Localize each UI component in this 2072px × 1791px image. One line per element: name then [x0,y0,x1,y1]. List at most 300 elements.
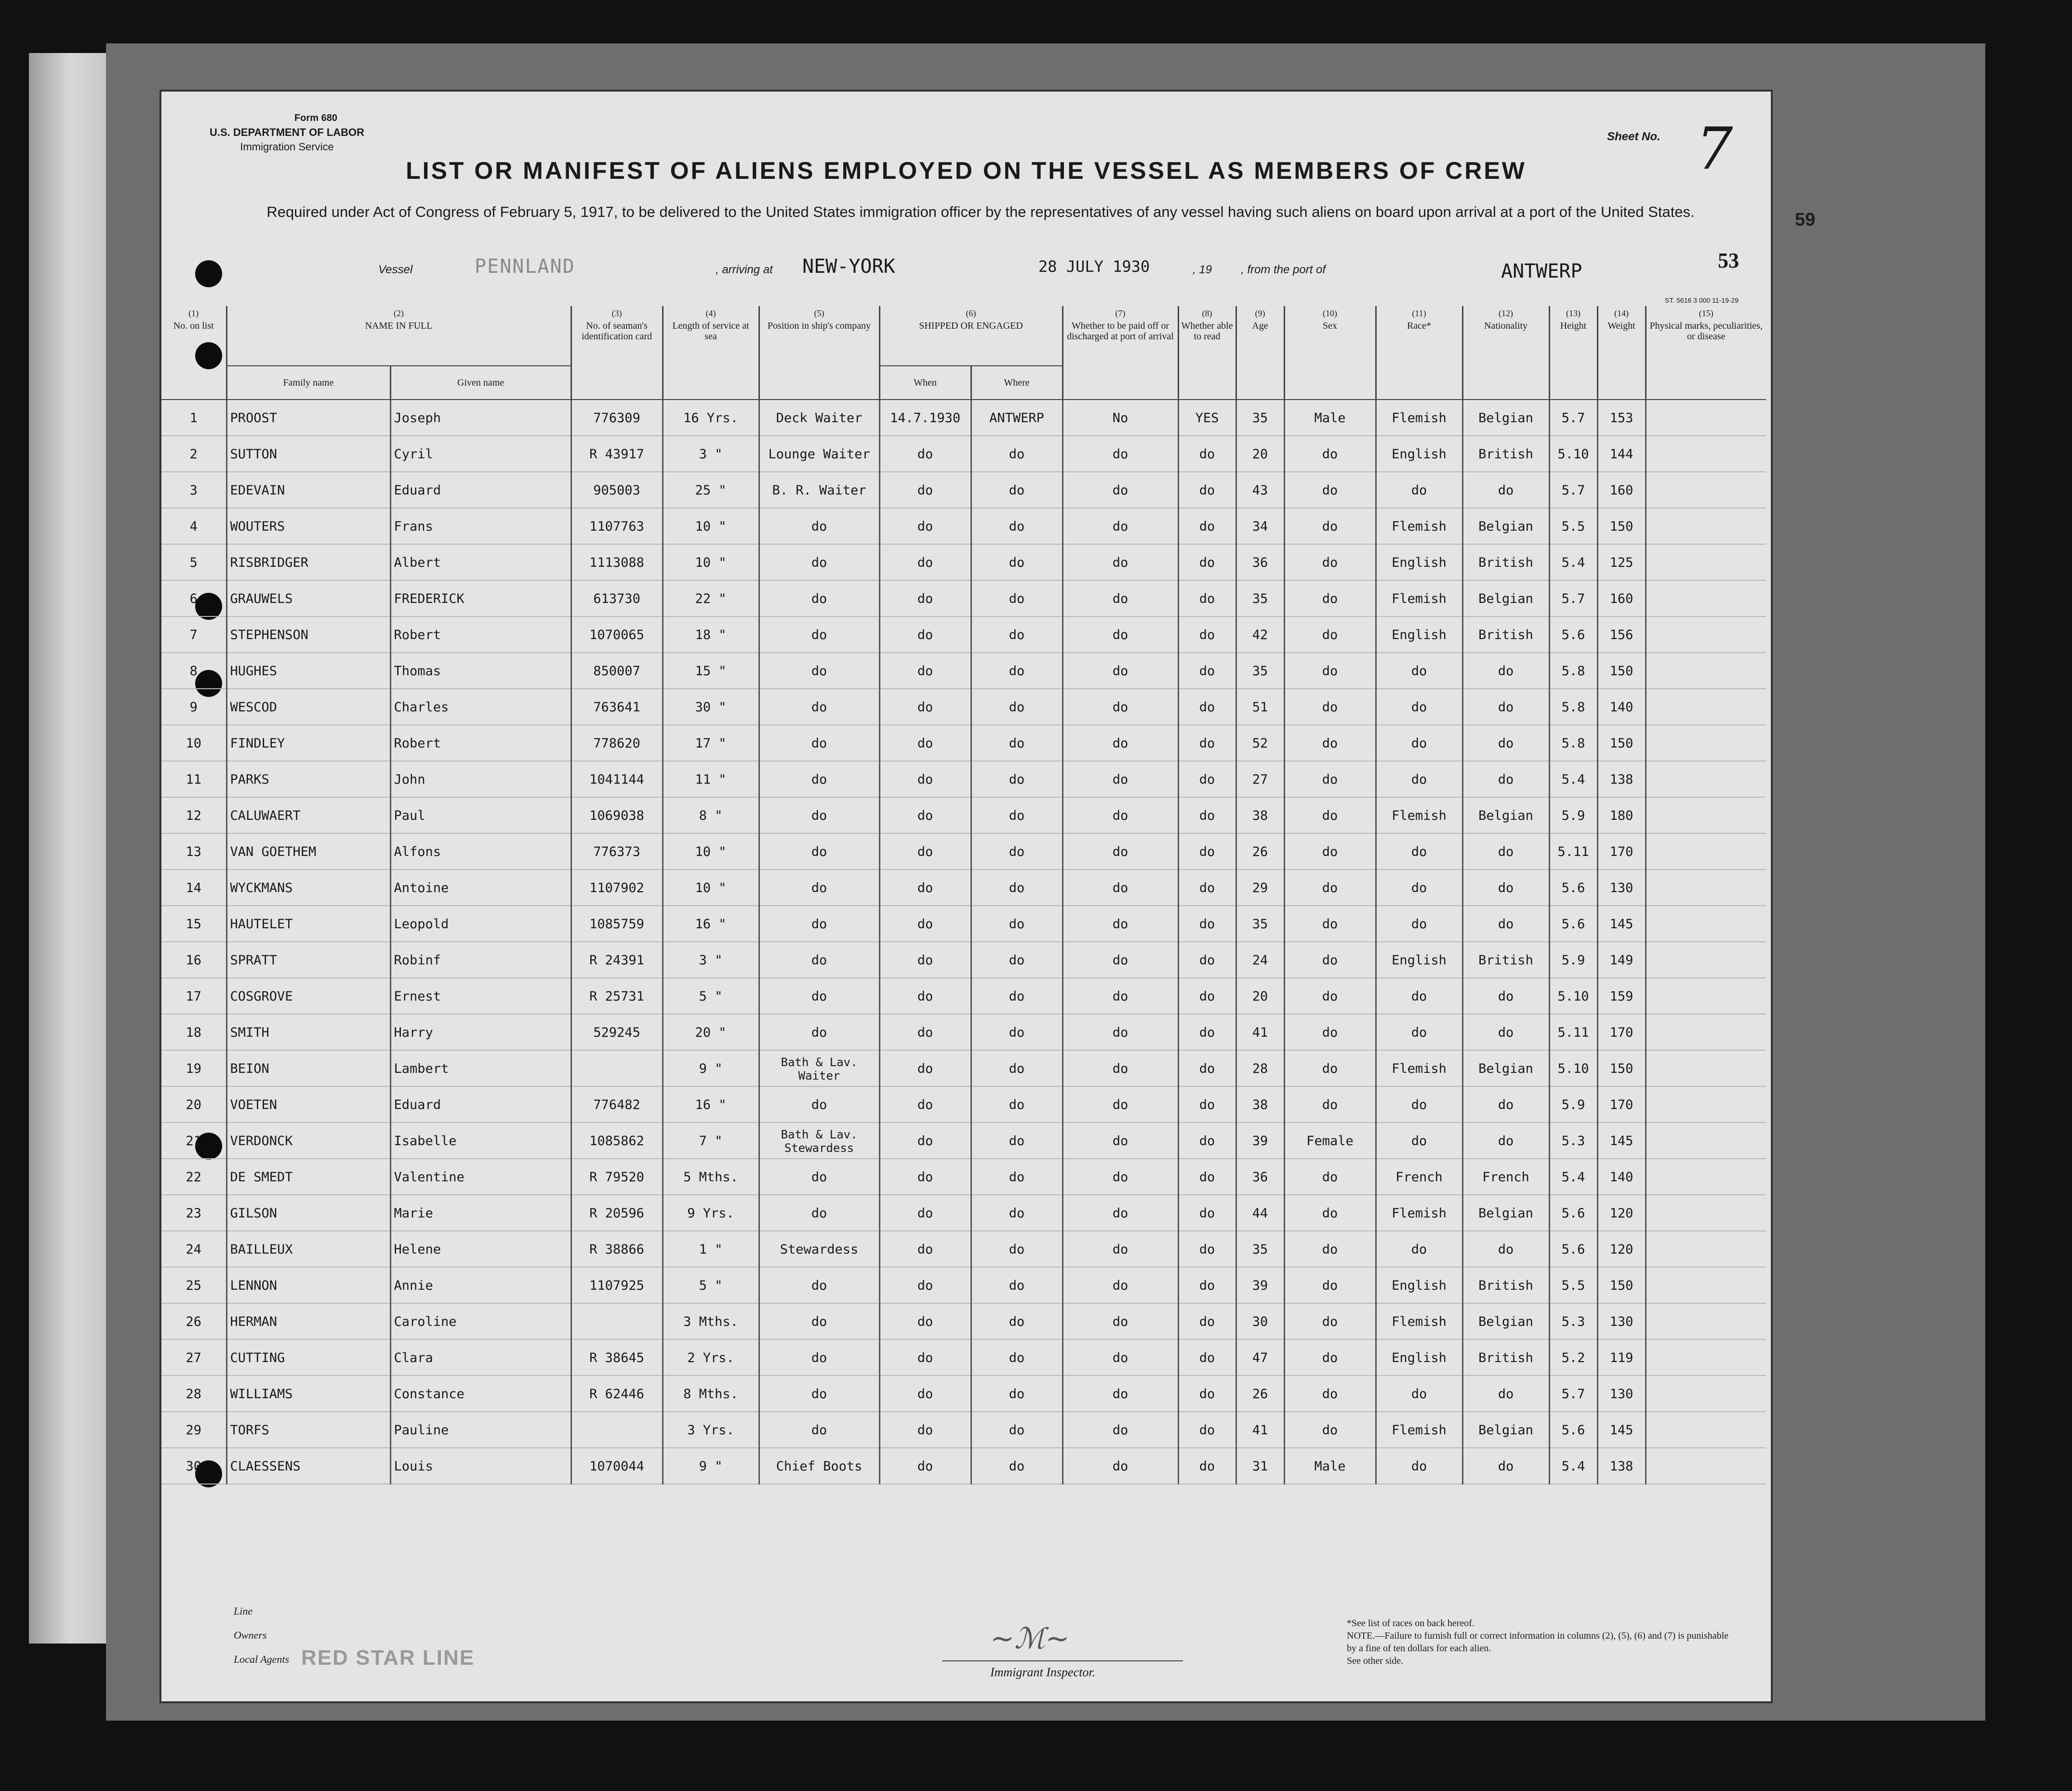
sex-cell: do [1284,1159,1376,1195]
row-number-cell: 3 [161,472,226,508]
given-name-cell: Charles [390,689,571,725]
position-cell: do [759,653,879,689]
seaman-card-cell: 1041144 [571,762,663,798]
table-row [161,545,1766,581]
race-cell: do [1376,689,1462,725]
page-subtitle: Required under Act of Congress of February 5, 1917, to be delivered to the United States immigration officer by the representatives of any vessel having such aliens on board upon arrival at a port of the United States. [266,203,1695,220]
weight-cell: 153 [1597,400,1646,436]
shipped-when-cell: do [879,545,971,581]
seaman-card-cell: 1085759 [571,906,663,942]
physical-marks-cell [1646,653,1766,689]
length-of-service-cell: 10 " [663,508,759,545]
sex-cell: do [1284,689,1376,725]
row-number-cell: 18 [161,1015,226,1051]
able-to-read-cell: do [1178,1159,1236,1195]
shipped-when-cell: do [879,1412,971,1448]
race-cell: Flemish [1376,798,1462,834]
shipped-when-cell: do [879,1159,971,1195]
age-cell: 41 [1236,1015,1284,1051]
sex-cell: Male [1284,1448,1376,1484]
length-of-service-cell: 9 " [663,1051,759,1087]
row-number-cell: 10 [161,725,226,762]
physical-marks-cell [1646,798,1766,834]
paid-off-cell: do [1063,1448,1178,1484]
sex-cell: do [1284,798,1376,834]
physical-marks-cell [1646,1159,1766,1195]
shipped-when-cell: do [879,725,971,762]
paid-off-cell: do [1063,906,1178,942]
race-cell: English [1376,617,1462,653]
race-cell: do [1376,1087,1462,1123]
length-of-service-cell: 11 " [663,762,759,798]
seaman-card-cell: 1107763 [571,508,663,545]
height-cell: 5.11 [1549,834,1597,870]
col-name-header: (2) NAME IN FULL [226,306,571,366]
age-cell: 30 [1236,1304,1284,1340]
height-cell: 5.9 [1549,798,1597,834]
height-cell: 5.4 [1549,1159,1597,1195]
position-cell: Lounge Waiter [759,436,879,472]
sex-cell: do [1284,762,1376,798]
from-port-label: , from the port of [1241,263,1326,276]
able-to-read-cell: do [1178,1376,1236,1412]
shipped-when-cell: do [879,942,971,978]
row-number-cell: 25 [161,1268,226,1304]
family-name-cell: CALUWAERT [226,798,390,834]
table-row [161,942,1766,978]
seaman-card-cell: 776309 [571,400,663,436]
age-cell: 35 [1236,1231,1284,1268]
weight-cell: 180 [1597,798,1646,834]
paid-off-cell: do [1063,545,1178,581]
length-of-service-cell: 25 " [663,472,759,508]
age-cell: 39 [1236,1268,1284,1304]
able-to-read-cell: do [1178,581,1236,617]
shipped-where-cell: do [971,1159,1063,1195]
race-cell: French [1376,1159,1462,1195]
inspector-signature: ~ℳ~ [990,1622,1070,1656]
table-row [161,1304,1766,1340]
seaman-card-cell: R 25731 [571,978,663,1015]
seaman-card-cell: R 43917 [571,436,663,472]
paid-off-cell: do [1063,1412,1178,1448]
nationality-cell: Belgian [1462,1304,1549,1340]
family-name-cell: BEION [226,1051,390,1087]
shipped-where-cell: ANTWERP [971,400,1063,436]
row-number-cell: 30 [161,1448,226,1484]
race-cell: do [1376,762,1462,798]
table-row [161,617,1766,653]
note-other-side: See other side. [1347,1656,1404,1666]
sex-cell: do [1284,653,1376,689]
shipped-when-cell: do [879,689,971,725]
age-cell: 20 [1236,436,1284,472]
seaman-card-cell: 1085862 [571,1123,663,1159]
sex-cell: do [1284,906,1376,942]
position-cell: B. R. Waiter [759,472,879,508]
height-cell: 5.10 [1549,978,1597,1015]
seaman-card-cell [571,1412,663,1448]
department-name: U.S. DEPARTMENT OF LABOR [210,126,365,138]
seaman-card-cell: 905003 [571,472,663,508]
seaman-card-cell: 776373 [571,834,663,870]
table-row [161,1412,1766,1448]
height-cell: 5.5 [1549,508,1597,545]
given-name-cell: Antoine [390,870,571,906]
physical-marks-cell [1646,870,1766,906]
position-cell: Stewardess [759,1231,879,1268]
shipped-where-cell: do [971,1340,1063,1376]
shipped-where-cell: do [971,1231,1063,1268]
position-cell: do [759,1412,879,1448]
paid-off-cell: do [1063,1268,1178,1304]
seaman-card-cell: R 62446 [571,1376,663,1412]
position-cell: Chief Boots [759,1448,879,1484]
height-cell: 5.4 [1549,545,1597,581]
given-name-cell: Annie [390,1268,571,1304]
race-cell: do [1376,472,1462,508]
position-cell: Bath & Lav. Stewardess [759,1123,879,1159]
age-cell: 20 [1236,978,1284,1015]
position-cell: do [759,581,879,617]
paid-off-cell: do [1063,1340,1178,1376]
age-cell: 35 [1236,653,1284,689]
shipped-when-cell: do [879,1231,971,1268]
family-name-cell: WESCOD [226,689,390,725]
form-number: Form 680 [294,113,337,123]
shipped-where-cell: do [971,942,1063,978]
height-cell: 5.8 [1549,689,1597,725]
length-of-service-cell: 5 Mths. [663,1159,759,1195]
family-name-cell: SPRATT [226,942,390,978]
able-to-read-cell: do [1178,689,1236,725]
family-name-cell: SUTTON [226,436,390,472]
race-cell: do [1376,870,1462,906]
page-title: LIST OR MANIFEST OF ALIENS EMPLOYED ON THE VESSEL AS MEMBERS OF CREW [406,157,1527,184]
col-card-header: (3) No. of seaman's identification card [571,306,663,400]
race-cell: do [1376,1448,1462,1484]
sex-cell: do [1284,508,1376,545]
table-row [161,834,1766,870]
given-name-cell: Thomas [390,653,571,689]
race-cell: Flemish [1376,1412,1462,1448]
nationality-cell: British [1462,545,1549,581]
height-cell: 5.7 [1549,581,1597,617]
shipped-where-cell: do [971,1195,1063,1231]
paid-off-cell: do [1063,1304,1178,1340]
physical-marks-cell [1646,436,1766,472]
row-number-cell: 26 [161,1304,226,1340]
position-cell: Bath & Lav. Waiter [759,1051,879,1087]
height-cell: 5.6 [1549,617,1597,653]
weight-cell: 120 [1597,1231,1646,1268]
height-cell: 5.10 [1549,436,1597,472]
race-cell: Flemish [1376,508,1462,545]
given-name-cell: Alfons [390,834,571,870]
row-number-cell: 14 [161,870,226,906]
race-cell: English [1376,1340,1462,1376]
arriving-value: NEW-YORK [802,255,895,278]
shipped-where-cell: do [971,508,1063,545]
shipped-where-cell: do [971,472,1063,508]
nationality-cell: British [1462,436,1549,472]
physical-marks-cell [1646,1123,1766,1159]
shipped-when-cell: do [879,1123,971,1159]
race-cell: Flemish [1376,1051,1462,1087]
given-name-cell: Ernest [390,978,571,1015]
shipped-when-cell: do [879,906,971,942]
length-of-service-cell: 16 Yrs. [663,400,759,436]
race-cell: English [1376,942,1462,978]
row-number-cell: 2 [161,436,226,472]
height-cell: 5.5 [1549,1268,1597,1304]
able-to-read-cell: do [1178,942,1236,978]
shipped-when-cell: do [879,870,971,906]
height-cell: 5.2 [1549,1340,1597,1376]
weight-cell: 145 [1597,1412,1646,1448]
paid-off-cell: do [1063,1087,1178,1123]
family-name-cell: EDEVAIN [226,472,390,508]
seaman-card-cell: 850007 [571,653,663,689]
sex-cell: do [1284,581,1376,617]
position-cell: do [759,762,879,798]
height-cell: 5.8 [1549,725,1597,762]
table-row [161,1231,1766,1268]
corner-number: 53 [1718,249,1739,272]
height-cell: 5.8 [1549,653,1597,689]
position-cell: do [759,1268,879,1304]
height-cell: 5.6 [1549,870,1597,906]
weight-cell: 170 [1597,1087,1646,1123]
physical-marks-cell [1646,1304,1766,1340]
height-cell: 5.3 [1549,1304,1597,1340]
col-shipped-header: (6) SHIPPED OR ENGAGED [879,306,1063,366]
seaman-card-cell: 1107902 [571,870,663,906]
vessel-label: Vessel [378,263,413,276]
length-of-service-cell: 16 " [663,1087,759,1123]
weight-cell: 170 [1597,1015,1646,1051]
race-cell: do [1376,1231,1462,1268]
race-cell: do [1376,834,1462,870]
sex-cell: do [1284,1015,1376,1051]
height-cell: 5.3 [1549,1123,1597,1159]
length-of-service-cell: 15 " [663,653,759,689]
row-number-cell: 27 [161,1340,226,1376]
race-cell: do [1376,978,1462,1015]
able-to-read-cell: do [1178,1123,1236,1159]
position-cell: do [759,798,879,834]
height-cell: 5.6 [1549,1412,1597,1448]
sex-cell: do [1284,436,1376,472]
age-cell: 38 [1236,1087,1284,1123]
race-cell: do [1376,1123,1462,1159]
col-position-header: (5) Position in ship's company [759,306,879,400]
position-cell: do [759,508,879,545]
able-to-read-cell: do [1178,1304,1236,1340]
paid-off-cell: do [1063,1376,1178,1412]
weight-cell: 150 [1597,1268,1646,1304]
weight-cell: 145 [1597,906,1646,942]
nationality-cell: Belgian [1462,581,1549,617]
height-cell: 5.7 [1549,472,1597,508]
col-age-header: (9) Age [1236,306,1284,400]
given-name-cell: Louis [390,1448,571,1484]
col-family-header: Family name [226,366,390,400]
race-cell: do [1376,1015,1462,1051]
seaman-card-cell: R 38645 [571,1340,663,1376]
footer-notes [1347,1617,1732,1667]
table-row [161,1376,1766,1412]
table-row [161,436,1766,472]
weight-cell: 130 [1597,1304,1646,1340]
nationality-cell: Belgian [1462,1195,1549,1231]
shipped-when-cell: do [879,834,971,870]
length-of-service-cell: 9 " [663,1448,759,1484]
physical-marks-cell [1646,762,1766,798]
shipped-where-cell: do [971,1448,1063,1484]
able-to-read-cell: do [1178,798,1236,834]
position-cell: do [759,689,879,725]
given-name-cell: Leopold [390,906,571,942]
weight-cell: 140 [1597,689,1646,725]
family-name-cell: PROOST [226,400,390,436]
length-of-service-cell: 3 " [663,942,759,978]
shipped-when-cell: do [879,762,971,798]
table-row [161,1087,1766,1123]
paid-off-cell: do [1063,1231,1178,1268]
col-marks-header: (15) Physical marks, peculiarities, or disease [1646,306,1766,400]
family-name-cell: GILSON [226,1195,390,1231]
race-cell: English [1376,436,1462,472]
paid-off-cell: do [1063,762,1178,798]
able-to-read-cell: do [1178,508,1236,545]
weight-cell: 150 [1597,653,1646,689]
height-cell: 5.9 [1549,1087,1597,1123]
row-number-cell: 29 [161,1412,226,1448]
row-number-cell: 4 [161,508,226,545]
physical-marks-cell [1646,1448,1766,1484]
row-number-cell: 20 [161,1087,226,1123]
row-number-cell: 22 [161,1159,226,1195]
given-name-cell: Paul [390,798,571,834]
age-cell: 24 [1236,942,1284,978]
height-cell: 5.11 [1549,1015,1597,1051]
family-name-cell: HERMAN [226,1304,390,1340]
shipped-where-cell: do [971,1087,1063,1123]
family-name-cell: WYCKMANS [226,870,390,906]
able-to-read-cell: do [1178,1051,1236,1087]
shipped-when-cell: do [879,653,971,689]
paid-off-cell: do [1063,725,1178,762]
given-name-cell: Clara [390,1340,571,1376]
row-number-cell: 11 [161,762,226,798]
position-cell: do [759,942,879,978]
row-number-cell: 8 [161,653,226,689]
row-number-cell: 24 [161,1231,226,1268]
owners-label: Owners [234,1629,267,1641]
seaman-card-cell: 763641 [571,689,663,725]
paid-off-cell: do [1063,870,1178,906]
able-to-read-cell: do [1178,762,1236,798]
given-name-cell: Isabelle [390,1123,571,1159]
paid-off-cell: do [1063,508,1178,545]
form-code: ST. 5616 3 000 11-19-29 [1665,296,1739,304]
age-cell: 39 [1236,1123,1284,1159]
paid-off-cell: do [1063,689,1178,725]
family-name-cell: CLAESSENS [226,1448,390,1484]
physical-marks-cell [1646,689,1766,725]
family-name-cell: VOETEN [226,1087,390,1123]
shipped-where-cell: do [971,1123,1063,1159]
agents-label: Local Agents [234,1653,290,1665]
length-of-service-cell: 9 Yrs. [663,1195,759,1231]
weight-cell: 119 [1597,1340,1646,1376]
physical-marks-cell [1646,1087,1766,1123]
nationality-cell: do [1462,762,1549,798]
sex-cell: do [1284,472,1376,508]
weight-cell: 125 [1597,545,1646,581]
physical-marks-cell [1646,581,1766,617]
paid-off-cell: do [1063,436,1178,472]
shipped-where-cell: do [971,1051,1063,1087]
given-name-cell: Robert [390,617,571,653]
family-name-cell: WILLIAMS [226,1376,390,1412]
position-cell: do [759,545,879,581]
physical-marks-cell [1646,834,1766,870]
seaman-card-cell: R 79520 [571,1159,663,1195]
position-cell: Deck Waiter [759,400,879,436]
paid-off-cell: do [1063,798,1178,834]
length-of-service-cell: 10 " [663,870,759,906]
paid-off-cell: do [1063,472,1178,508]
age-cell: 42 [1236,617,1284,653]
arriving-label: , arriving at [716,263,773,276]
shipped-where-cell: do [971,1268,1063,1304]
paid-off-cell: do [1063,581,1178,617]
shipped-when-cell: do [879,1376,971,1412]
weight-cell: 130 [1597,870,1646,906]
physical-marks-cell [1646,1015,1766,1051]
age-cell: 31 [1236,1448,1284,1484]
nationality-cell: British [1462,1340,1549,1376]
physical-marks-cell [1646,1412,1766,1448]
table-row [161,1051,1766,1087]
shipped-where-cell: do [971,1412,1063,1448]
physical-marks-cell [1646,942,1766,978]
race-cell: English [1376,1268,1462,1304]
inspector-label: Immigrant Inspector. [990,1665,1096,1679]
physical-marks-cell [1646,617,1766,653]
shipped-when-cell: do [879,798,971,834]
physical-marks-cell [1646,545,1766,581]
nationality-cell: British [1462,617,1549,653]
table-row [161,725,1766,762]
col-read-header: (8) Whether able to read [1178,306,1236,400]
age-cell: 38 [1236,798,1284,834]
sheet-number-label: Sheet No. [1607,130,1660,143]
table-row [161,400,1766,436]
race-cell: Flemish [1376,400,1462,436]
physical-marks-cell [1646,1195,1766,1231]
length-of-service-cell: 3 Yrs. [663,1412,759,1448]
height-cell: 5.6 [1549,1195,1597,1231]
shipped-where-cell: do [971,725,1063,762]
table-row [161,798,1766,834]
table-row [161,1448,1766,1484]
weight-cell: 150 [1597,725,1646,762]
given-name-cell: Joseph [390,400,571,436]
shipped-where-cell: do [971,545,1063,581]
